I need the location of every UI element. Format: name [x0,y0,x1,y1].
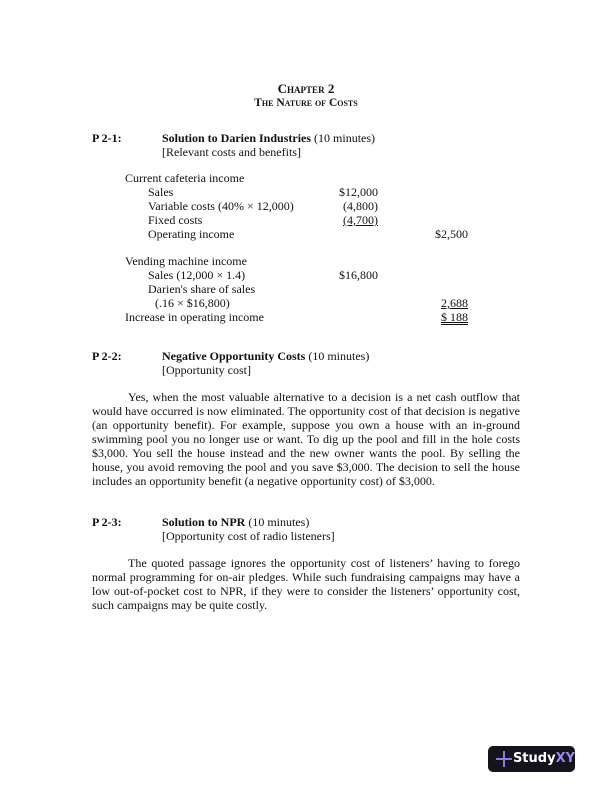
row-value [298,213,378,227]
row-label: (.16 × $16,800) [155,296,230,310]
row-label: Vending machine income [125,254,247,268]
row-label: Increase in operating income [125,310,264,324]
heading-text: Solution to NPR [162,515,246,529]
double-underlined-value: $ 188 [441,310,468,324]
problem-subheading: [Relevant costs and benefits] [162,145,301,159]
row-label: Sales (12,000 × 1.4) [148,268,246,282]
problem-number: P 2-1: [92,131,122,145]
problem-heading [162,515,309,529]
row-label: Sales [148,185,174,199]
row-label: Operating income [148,227,235,241]
heading-text: Solution to Darien Industries [162,131,312,145]
problem-body: The quoted passage ignores the opportunity cost of listeners’ having to forego normal programming for on-air pledges. While such fundraising campaigns may have a low out-of-pocket cost to NPR, if they were to consider the listeners’ opportunity cost, such campaigns may be quite costly. [92,556,520,612]
row-value: $16,800 [339,268,378,282]
row-value: (4,800) [343,199,378,213]
brand-text-accent: XY [555,751,575,766]
problem-subheading: [Opportunity cost] [162,363,251,377]
heading-text: Negative Opportunity Costs [162,349,306,363]
problem-body: Yes, when the most valuable alternative to a decision is a net cash outflow that would have occurred is now eliminated. The opportunity cost of that decision is negative (an opportunity benefit). For example, suppose you own a house with an in-ground swimming pool you no longer use or want. To dig up the pool and fill in the hole costs $3,000. You sell the house instead and the new owner wants the pool. By selling the house, you avoid removing the pool and you save $3,000. The decision to sell the house includes an opportunity benefit (a negative opportunity cost) of $3,000. [92,390,520,488]
time-estimate: (10 minutes) [305,349,370,363]
chapter-title: Chapter 2 [277,81,335,96]
problem-heading [162,349,369,363]
row-total [388,296,468,310]
problem-heading [162,131,375,145]
chapter-subtitle: The Nature of Costs [254,97,358,109]
problem-number: P 2-3: [92,515,122,529]
brand-text: Study [512,751,556,766]
row-value: $12,000 [339,185,378,199]
problem-subheading: [Opportunity cost of radio listeners] [162,529,335,543]
row-label: Variable costs (40% × 12,000) [148,199,294,213]
row-label: Darien's share of sales [148,282,256,296]
plus-icon [496,751,508,767]
row-total [388,310,468,324]
row-label: Current cafeteria income [125,171,245,185]
problem-number: P 2-2: [92,349,122,363]
underlined-value: (4,700) [343,213,378,227]
row-total: $2,500 [435,227,468,241]
studyxy-badge[interactable] [488,746,575,772]
time-estimate: (10 minutes) [311,131,376,145]
time-estimate: (10 minutes) [245,515,310,529]
underlined-value: 2,688 [441,296,468,310]
row-label: Fixed costs [148,213,203,227]
